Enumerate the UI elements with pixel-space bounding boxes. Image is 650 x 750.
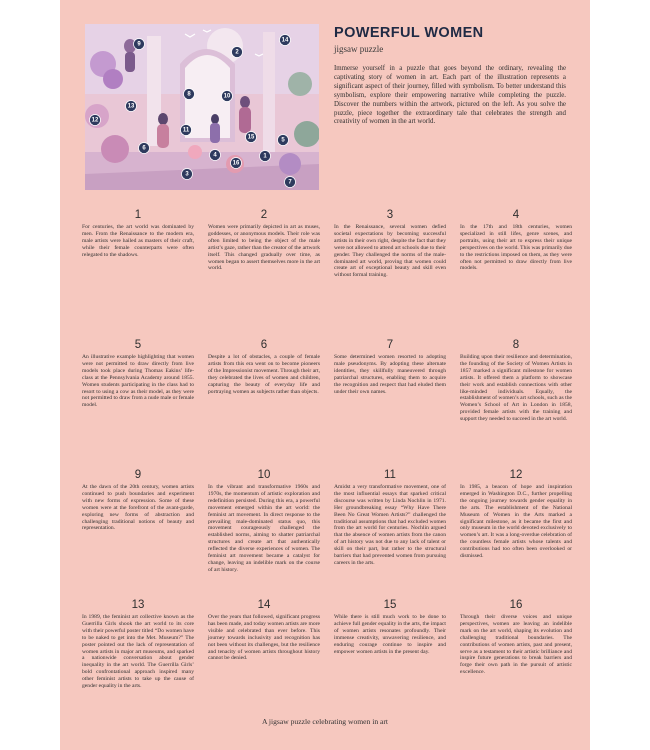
entry-number: 14 bbox=[257, 599, 271, 611]
footer-caption: A jigsaw puzzle celebrating women in art bbox=[261, 717, 389, 726]
entry-text: In 1989, the feminist art collective known as the Guerrilla Girls shook the art world to its core with their powerful poster titled “Do women have to be naked to get into the Met. Museum?” The poster pointed out the lack of representation of women artists in major art museums, and sparked a nationwide conversation about gender inequality in the art world. The Guerrilla Girls’ bold confrontational approach inspired many other feminist artists to take up the cause of gender equality in the arts. bbox=[82, 614, 194, 690]
svg-text:10: 10 bbox=[223, 93, 231, 100]
entry-11 bbox=[334, 468, 446, 598]
entry-number: 12 bbox=[509, 469, 523, 481]
svg-text:12: 12 bbox=[91, 117, 99, 124]
svg-text:6: 6 bbox=[142, 145, 146, 152]
entry-text: In 1985, a beacon of hope and inspiration emerged in Washington D.C., further propelling the ongoing journey towards gender equality in the arts. The establishment of the National Museum of Women in the Arts marked a significant milestone, as it became the first and only museum in the world devoted exclusively to women’s art. It was a long-overdue celebration of the countless female artists whose talents and contributions had too often been overlooked or dismissed. bbox=[460, 484, 572, 560]
entry-text: For centuries, the art world was dominated by men. From the Renaissance to the modern era, male artists were hailed as masters of their craft, while their female counterparts were often relegated to the shadows. bbox=[82, 224, 194, 258]
entry-text: Over the years that followed, significant progress has been made, and today women artists are more visible and celebrated than ever before. This journey towards inclusivity and recognition has not been without its challenges, but the resilience and tenacity of women artists throughout history cannot be denied. bbox=[208, 614, 320, 662]
entry-number: 1 bbox=[134, 209, 142, 221]
entry-8 bbox=[460, 338, 572, 468]
entry-text: At the dawn of the 20th century, women artists continued to push boundaries and experiment with new forms of expression. Some of these women were at the forefront of the avant-garde, exploring new forms of abstraction and challenging traditional notions of beauty and representation. bbox=[82, 484, 194, 532]
entry-number: 10 bbox=[257, 469, 271, 481]
entry-number: 6 bbox=[260, 339, 268, 351]
entry-text: While there is still much work to be done to achieve full gender equality in the arts, the impact of women artists resonates profoundly. Their immense creativity, unwavering resilience, and enduring courage continue to inspire and empower women artists in the present day. bbox=[334, 614, 446, 655]
svg-text:2: 2 bbox=[235, 49, 239, 56]
entry-text: Despite a lot of obstacles, a couple of female artists from this era went on to become pioneers of the Impressionist movement. Through their art, they celebrated the lives of women and children, capturing the beauty of everyday life and portraying women as subjects rather than objects. bbox=[208, 354, 320, 395]
entry-13 bbox=[82, 598, 194, 728]
entry-3 bbox=[334, 208, 446, 338]
entry-2 bbox=[208, 208, 320, 338]
entry-text: An illustrative example highlighting that women were not permitted to draw directly from live models took place during Thomas Eakins’ life-class at the Pennsylvania Academy around 1855. Women students participating in the class had to resort to using a cow as their model, as they were not permitted to draw from a nude male or female model. bbox=[82, 354, 194, 409]
intro-paragraph: Immerse yourself in a puzzle that goes beyond the ordinary, revealing the captivating story of women in art. Each part of the illustration represents a significant aspect of their journey, filled with symbolism. To better understand this symbolism, explore their empowering narrative while completing the puzzle. Discover the numbers within the artwork, pictured on the left. As you solve the puzzle, piece together the extraordinary tale that celebrates the strength and creativity of women in the art world. bbox=[334, 65, 566, 126]
illustration-marker-1 bbox=[260, 151, 271, 162]
entries-grid bbox=[82, 208, 572, 728]
illustration-marker-7 bbox=[285, 177, 296, 188]
entry-text: Women were primarily depicted in art as muses, goddesses, or anonymous models. Their role was often limited to being the object of the male artist’s gaze, rather than the creator of the artwork itself. This changed gradually over time, as women began to assert themselves more in the art world. bbox=[208, 224, 320, 272]
illustration-marker-4 bbox=[210, 150, 221, 161]
illustration-marker-14 bbox=[280, 35, 291, 46]
entry-4 bbox=[460, 208, 572, 338]
entry-text: Amidst a very transformative movement, one of the most influential essays that sparked critical discourse was written by Linda Nochlin in 1971. Her groundbreaking essay “Why Have There Been No Great Women Artists?” challenged the traditional assumptions that had excluded women from the art world for centuries. Nochlin argued that the absence of women artists from the canon of art history was not due to any lack of talent or skill on their part, but rather to the structural barriers that had prevented women from pursuing careers in the arts. bbox=[334, 484, 446, 566]
entry-number: 3 bbox=[386, 209, 394, 221]
entry-10 bbox=[208, 468, 320, 598]
puzzle-illustration bbox=[85, 24, 319, 190]
entry-text: Through their diverse voices and unique perspectives, women are leaving an indelible mark on the art world, shaping its evolution and challenging traditional boundaries. The contributions of women artists, past and present, serve as a testament to their artistic brilliance and inspire future generations to break barriers and forge their own path in the pursuit of artistic excellence. bbox=[460, 614, 572, 676]
entry-15 bbox=[334, 598, 446, 728]
entry-number: 16 bbox=[509, 599, 523, 611]
entry-number: 11 bbox=[384, 469, 396, 481]
svg-text:1: 1 bbox=[263, 153, 267, 160]
page-title: POWERFUL WOMEN bbox=[334, 25, 484, 41]
illustration-marker-8 bbox=[184, 89, 195, 100]
illustration-marker-9 bbox=[134, 39, 145, 50]
illustration-marker-3 bbox=[182, 169, 193, 180]
svg-text:3: 3 bbox=[185, 171, 189, 178]
svg-text:9: 9 bbox=[137, 41, 141, 48]
illustration-marker-6 bbox=[139, 143, 150, 154]
svg-text:16: 16 bbox=[232, 160, 240, 167]
illustration-marker-5 bbox=[278, 135, 289, 146]
illustration-marker-2 bbox=[232, 47, 243, 58]
entry-number: 9 bbox=[134, 469, 142, 481]
entry-number: 4 bbox=[512, 209, 520, 221]
illustration-marker-11 bbox=[181, 125, 192, 136]
svg-text:13: 13 bbox=[127, 103, 135, 110]
entry-1 bbox=[82, 208, 194, 338]
entry-14 bbox=[208, 598, 320, 728]
svg-text:11: 11 bbox=[182, 127, 190, 134]
svg-text:4: 4 bbox=[213, 152, 217, 159]
illustration-marker-15 bbox=[246, 132, 257, 143]
entry-number: 7 bbox=[386, 339, 394, 351]
illustration-marker-13 bbox=[126, 101, 137, 112]
svg-text:14: 14 bbox=[281, 37, 289, 44]
puzzle-insert-sheet bbox=[60, 0, 590, 750]
svg-text:8: 8 bbox=[187, 91, 191, 98]
illustration-marker-12 bbox=[90, 115, 101, 126]
entry-9 bbox=[82, 468, 194, 598]
entry-text: In the vibrant and transformative 1960s and 1970s, the momentum of artistic exploration and redefinition persisted. During this era, a powerful movement emerged within the art world: the feminist art movement. In direct response to the prevailing male-dominated status quo, this movement courageously challenged the established norms, aiming to shatter patriarchal structures and create art that authentically reflected the diverse experiences of women. The feminist art movement became a catalyst for change, leaving an indelible mark on the course of art history. bbox=[208, 484, 320, 573]
svg-text:15: 15 bbox=[247, 134, 255, 141]
entry-text: Building upon their resilience and determination, the founding of the Society of Women Artists in 1857 marked a significant milestone for women artists. It offered them a platform to showcase their work and establish connections with other like-minded individuals. Equally, the establishment of women’s art schools, such as the Women’s School of Art in London in 1858, provided female artists with the training and support they needed to succeed in the art world. bbox=[460, 354, 572, 423]
svg-text:7: 7 bbox=[288, 179, 292, 186]
entry-12 bbox=[460, 468, 572, 598]
entry-number: 2 bbox=[260, 209, 268, 221]
svg-text:5: 5 bbox=[281, 137, 285, 144]
entry-16 bbox=[460, 598, 572, 728]
illustration-marker-16 bbox=[231, 158, 242, 169]
entry-number: 13 bbox=[131, 599, 145, 611]
entry-text: In the 17th and 18th centuries, women specialized in still lifes, genre scenes, and portraits, using their art to express their unique perspectives on the world. This was primarily due to the restrictions imposed on them, as they were often not permitted to draw directly from live models. bbox=[460, 224, 572, 272]
entry-number: 8 bbox=[512, 339, 520, 351]
entry-text: In the Renaissance, several women defied societal expectations by becoming successful artists in their own right, despite the fact that they were not allowed to attend art schools due to their gender. They challenged the norms of the male-dominated art world, proving that women could create art of exceptional beauty and skill even without formal training. bbox=[334, 224, 446, 279]
entry-7 bbox=[334, 338, 446, 468]
page-subtitle: jigsaw puzzle bbox=[334, 44, 384, 54]
entry-number: 5 bbox=[134, 339, 142, 351]
entry-5 bbox=[82, 338, 194, 468]
illustration-marker-10 bbox=[222, 91, 233, 102]
entry-6 bbox=[208, 338, 320, 468]
entry-text: Some determined women resorted to adopting male pseudonyms. By adopting these alternate identities, they skillfully maneuvered through patriarchal structures, enabling them to acquire the recognition and respect that had eluded them under their own names. bbox=[334, 354, 446, 395]
entry-number: 15 bbox=[383, 599, 397, 611]
